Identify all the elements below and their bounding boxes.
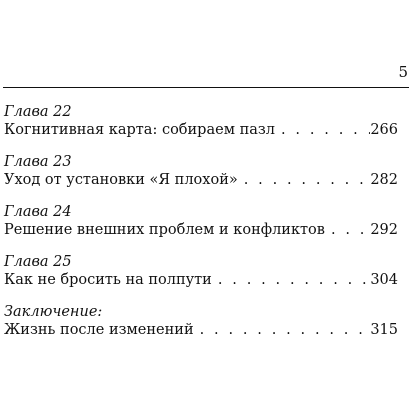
toc-entry (4, 103, 398, 139)
chapter-page-number: 315 (370, 322, 398, 338)
header-rule (3, 87, 409, 88)
chapter-title: Когнитивная карта: собираем пазл (4, 122, 276, 138)
chapter-page-number: 304 (370, 272, 398, 288)
toc-entry-line (4, 221, 398, 239)
chapter-title: Как не бросить на полпути (4, 272, 212, 288)
dot-leader (238, 171, 371, 189)
toc-entry-line (4, 121, 398, 139)
chapter-page-number: 266 (370, 122, 398, 138)
chapter-title: Уход от установки «Я плохой» (4, 172, 238, 188)
toc-entry (4, 153, 398, 189)
chapter-label: Глава 23 (4, 154, 72, 170)
toc-entry-line (4, 321, 398, 339)
chapter-page-number: 292 (370, 222, 398, 238)
toc-entry (4, 253, 398, 289)
dot-leader (212, 271, 370, 289)
chapter-label: Глава 25 (4, 254, 72, 270)
page-number: 5 (398, 63, 408, 81)
chapter-label: Глава 22 (4, 104, 72, 120)
chapter-label: Глава 24 (4, 204, 72, 220)
toc-entry-line (4, 271, 398, 289)
conclusion-label: Заключение: (4, 304, 103, 320)
toc-entry-line (4, 171, 398, 189)
dot-leader (275, 121, 370, 139)
dot-leader (325, 221, 370, 239)
chapter-title: Жизнь после изменений (4, 322, 194, 338)
toc-entry (4, 303, 398, 339)
table-of-contents (4, 103, 398, 353)
chapter-page-number: 282 (370, 172, 398, 188)
toc-entry (4, 203, 398, 239)
chapter-title: Решение внешних проблем и конфликтов (4, 222, 325, 238)
dot-leader (194, 321, 371, 339)
